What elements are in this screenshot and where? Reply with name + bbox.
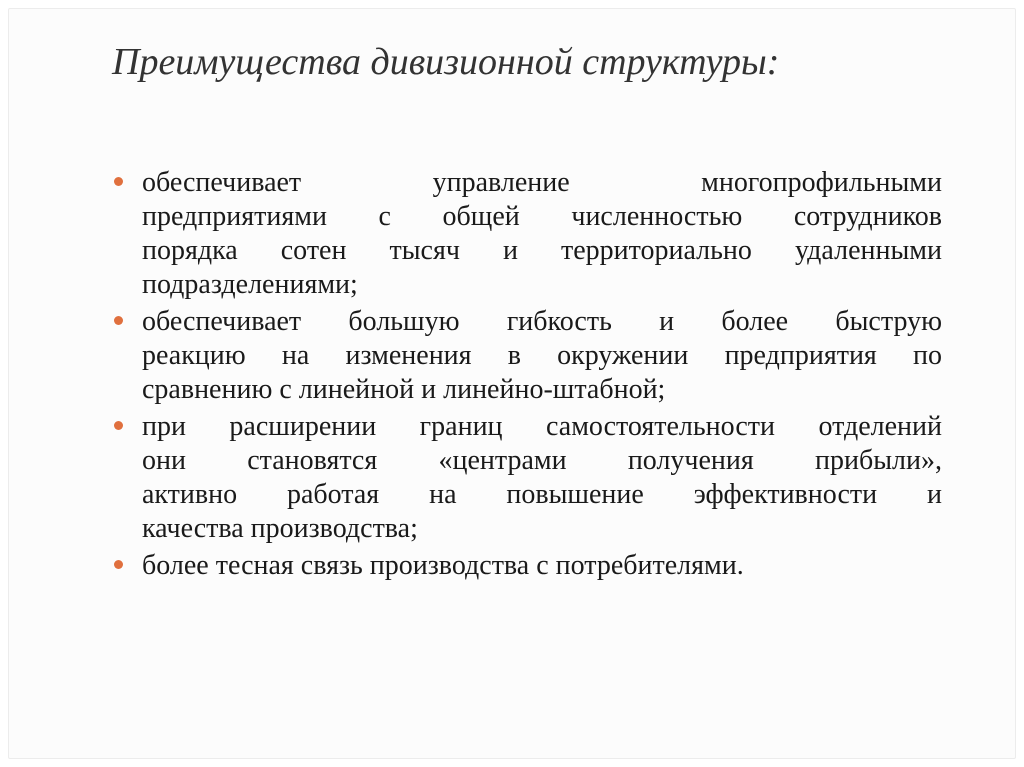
bullet-line: обеспечивает управление многопрофильными — [142, 167, 942, 198]
bullet-line: сравнению с линейной и линейно-штабной; — [142, 374, 666, 405]
bullet-line: порядка сотен тысяч и территориально удаленными — [142, 235, 942, 266]
bullet-item — [112, 305, 942, 407]
bullet-line: качества производства; — [142, 513, 418, 544]
bullet-dot-icon — [114, 177, 123, 186]
bullet-line: обеспечивает большую гибкость и более быструю — [142, 306, 942, 337]
bullet-dot-icon — [114, 560, 123, 569]
bullet-line: они становятся «центрами получения прибыли», — [142, 445, 942, 476]
bullet-list — [112, 166, 942, 586]
slide-title: Преимущества дивизионной структуры: — [112, 41, 780, 83]
bullet-line: предприятиями с общей численностью сотрудников — [142, 201, 942, 232]
bullet-item — [112, 166, 942, 302]
bullet-line: при расширении границ самостоятельности отделений — [142, 411, 942, 442]
bullet-line: подразделениями; — [142, 269, 358, 300]
bullet-line: более тесная связь производства с потребителями. — [142, 550, 744, 581]
bullet-item — [112, 549, 942, 583]
bullet-line: реакцию на изменения в окружении предприятия по — [142, 340, 942, 371]
bullet-line: активно работая на повышение эффективности и — [142, 479, 942, 510]
bullet-dot-icon — [114, 316, 123, 325]
bullet-item — [112, 410, 942, 546]
bullet-dot-icon — [114, 421, 123, 430]
